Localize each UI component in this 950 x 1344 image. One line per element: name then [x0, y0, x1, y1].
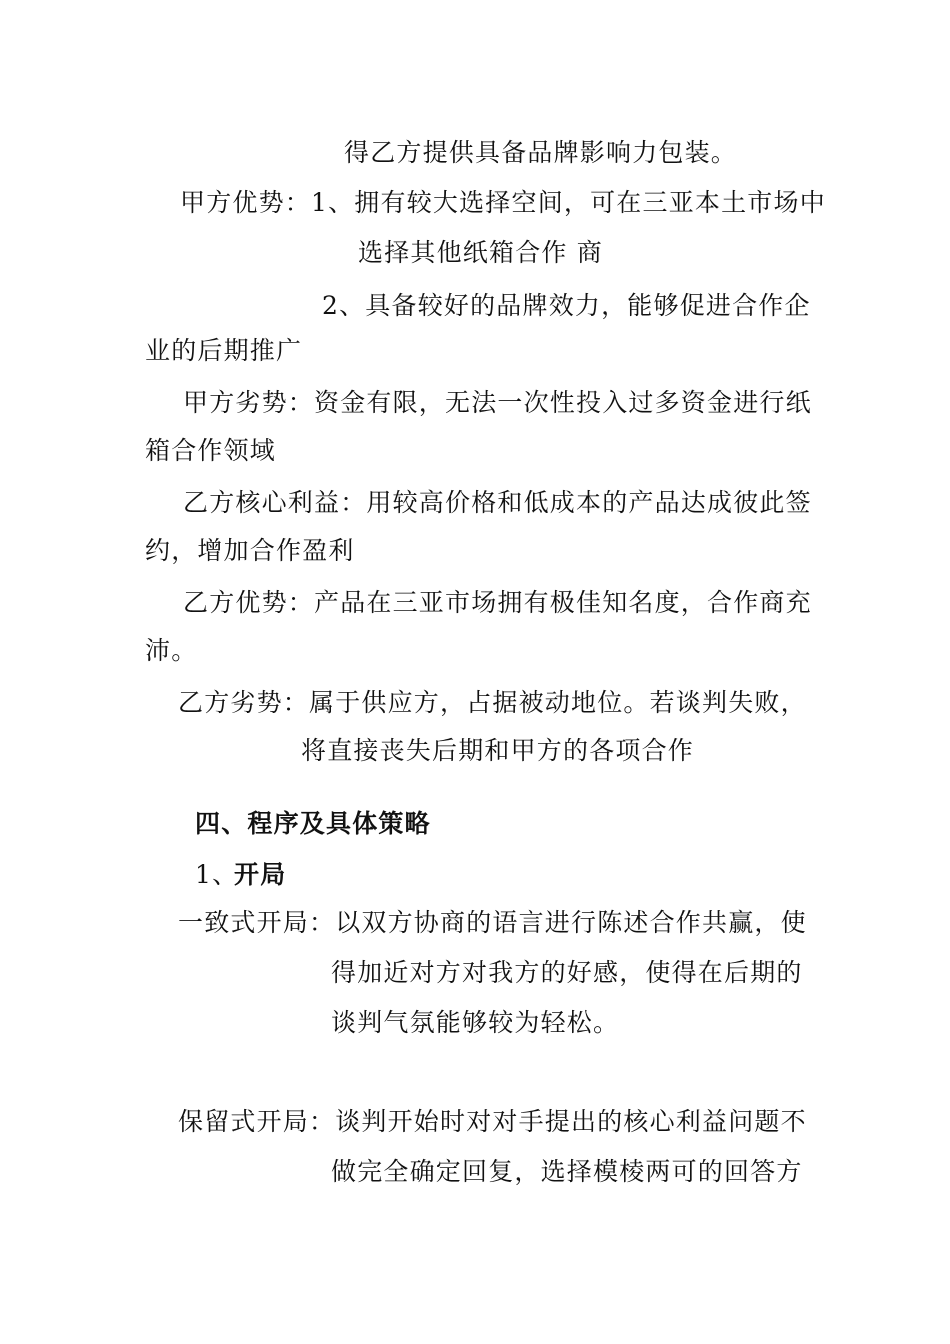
text-line: 乙方劣势：属于供应方，占据被动地位。若谈判失败，: [178, 688, 807, 717]
text-line: 谈判气氛能够较为轻松。: [331, 1008, 620, 1037]
text-line: 乙方核心利益：用较高价格和低成本的产品达成彼此签: [183, 488, 812, 517]
text-line: 甲方优势：1、拥有较大选择空间，可在三亚本土市场中: [180, 188, 826, 217]
text-line: 做完全确定回复，选择模棱两可的回答方: [331, 1157, 803, 1186]
text-line: 选择其他纸箱合作 商: [358, 238, 603, 267]
text-line: 得加近对方对我方的好感，使得在后期的: [331, 958, 803, 987]
text-line: 将直接丧失后期和甲方的各项合作: [301, 736, 695, 765]
text-line: 一致式开局：以双方协商的语言进行陈述合作共赢，使: [178, 908, 807, 937]
text-line: 业的后期推广: [145, 336, 303, 365]
text-line: 沛。: [145, 636, 198, 665]
subsection-number: 1、: [195, 860, 239, 889]
text-line: 乙方优势：产品在三亚市场拥有极佳知名度，合作商充: [183, 588, 812, 617]
subsection-heading: 开局: [234, 860, 287, 889]
text-line: 2、具备较好的品牌效力，能够促进合作企: [322, 291, 811, 320]
text-line: 甲方劣势：资金有限，无法一次性投入过多资金进行纸: [183, 388, 812, 417]
text-line: 保留式开局：谈判开始时对对手提出的核心利益问题不: [178, 1107, 807, 1136]
section-heading: 四、程序及具体策略: [195, 809, 431, 838]
text-line: 约，增加合作盈利: [145, 536, 355, 565]
text-line: 得乙方提供具备品牌影响力包装。: [344, 138, 738, 167]
text-line: 箱合作领域: [145, 436, 277, 465]
